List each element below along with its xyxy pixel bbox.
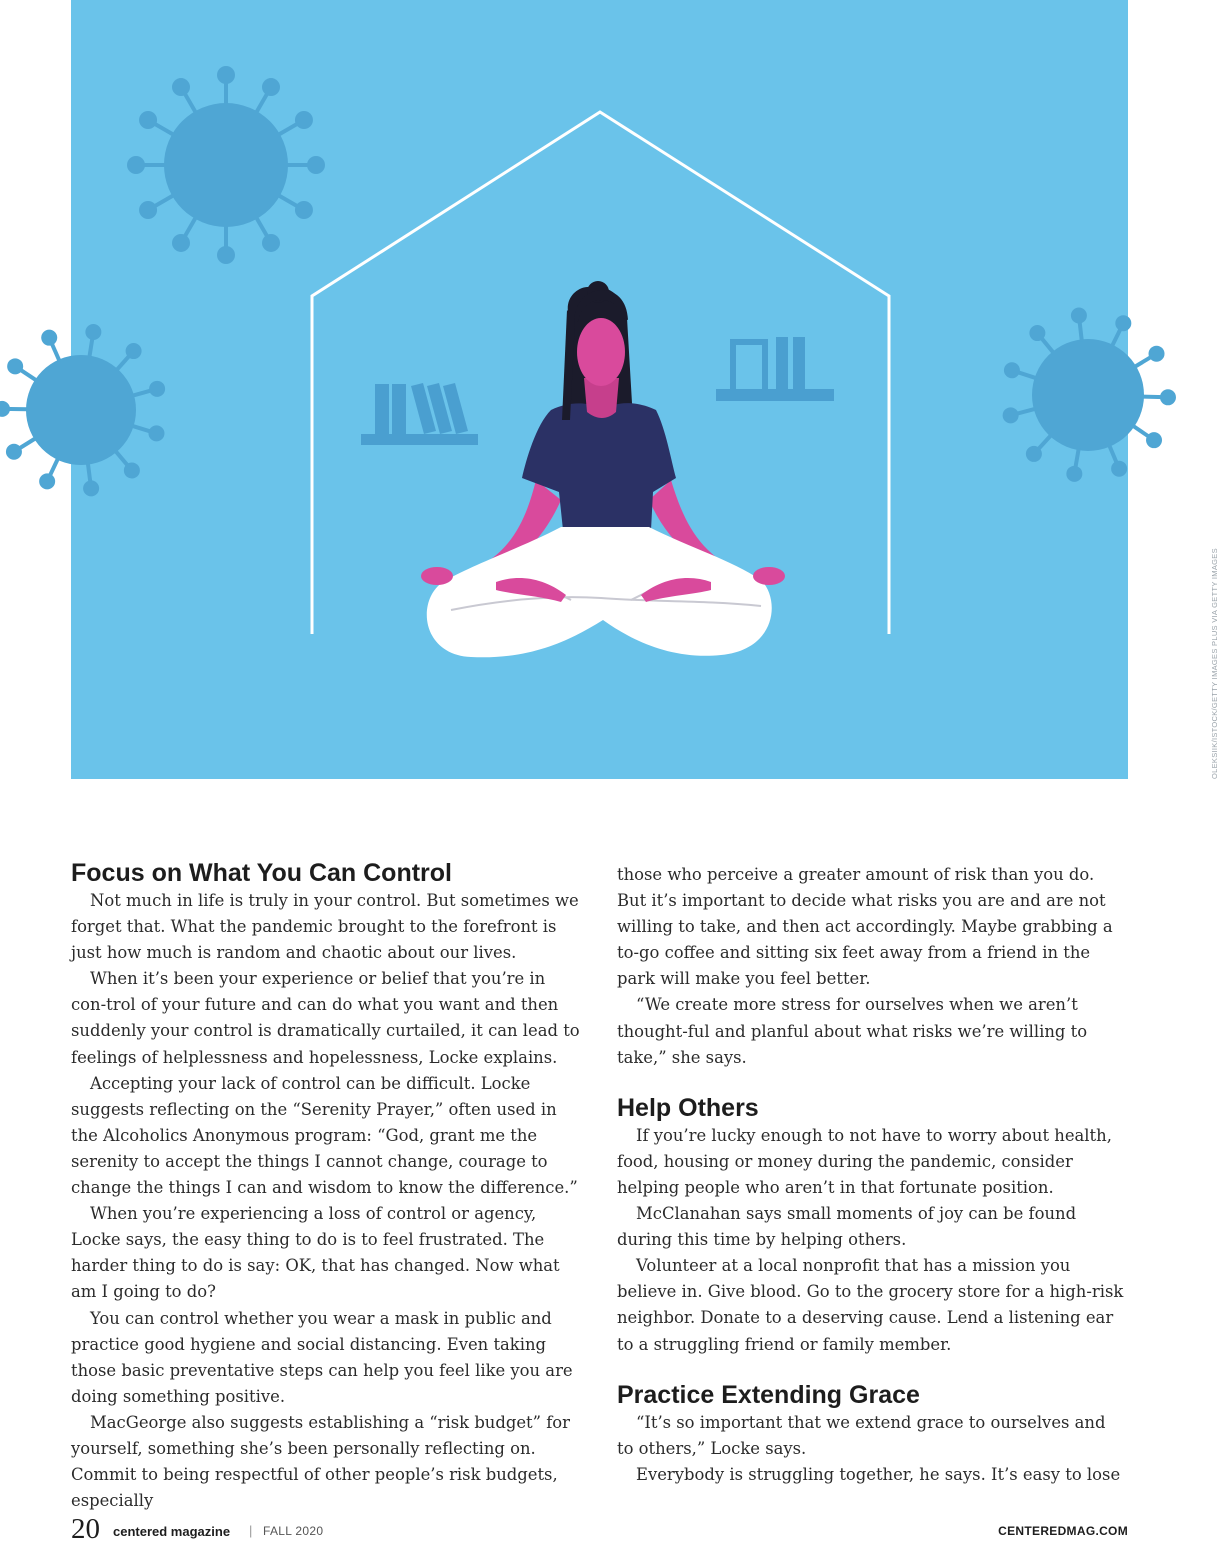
hero-illustration — [71, 0, 1219, 779]
photo-credit: OLEKSIIK/ISTOCK/GETTY IMAGES PLUS VIA GETTY IMAGES — [1210, 548, 1219, 779]
body-paragraph: MacGeorge also suggests establishing a “risk budget” for yourself, something she’s been personally reflecting on. Commit to being respectful of other people’s risk budgets, especially — [71, 1412, 570, 1511]
section-heading-extending-grace: Practice Extending Grace — [617, 1380, 920, 1409]
magazine-name: centered magazine — [113, 1524, 231, 1539]
page-footer — [71, 1512, 1128, 1546]
body-paragraph: You can control whether you wear a mask in public and practice good hygiene and social distancing. Even taking those basic preventative steps can help you feel like you are doing something positive. — [71, 1308, 573, 1406]
left-column — [71, 858, 581, 1514]
body-paragraph: When it’s been your experience or belief that you’re in con-trol of your future and can do what you want and then suddenly your control is dramatically curtailed, it can lead to feelings of helplessness and hopelessness, Locke explains. — [71, 969, 580, 1067]
right-column — [617, 862, 1127, 1488]
body-paragraph: Accepting your lack of control can be difficult. Locke suggests reflecting on the “Serenity Prayer,” often used in the Alcoholics Anonymous program: “God, grant me the serenity to accept the things I cannot change, courage to change the things I can and wisdom to know the difference.” — [71, 1073, 578, 1198]
body-paragraph: Everybody is struggling together, he says. It’s easy to lose — [636, 1464, 1121, 1484]
body-paragraph: When you’re experiencing a loss of control or agency, Locke says, the easy thing to do is to feel frustrated. The harder thing to do is say: OK, that has changed. Now what am I going to do? — [71, 1204, 560, 1302]
body-paragraph: “It’s so important that we extend grace to ourselves and to others,” Locke says. — [617, 1412, 1106, 1458]
body-paragraph: If you’re lucky enough to not have to worry about health, food, housing or money during the pandemic, consider helping people who aren’t in that fortunate position. — [617, 1125, 1112, 1197]
body-paragraph-continued: those who perceive a greater amount of risk than you do. But it’s important to decide what risks you are and are not willing to take, and then act accordingly. Maybe grabbing a to-go coffee and sitting six feet away from a friend in the park will make you feel better. — [617, 865, 1113, 989]
body-paragraph: Not much in life is truly in your control. But sometimes we forget that. What the pandemic brought to the forefront is just how much is random and chaotic about our lives. — [71, 891, 579, 963]
section-heading-help-others: Help Others — [617, 1093, 759, 1122]
body-paragraph: “We create more stress for ourselves when we aren’t thought-ful and planful about what risks we’re willing to take,” she says. — [617, 995, 1088, 1067]
page-number: 20 — [71, 1513, 100, 1545]
body-paragraph: Volunteer at a local nonprofit that has a mission you believe in. Give blood. Go to the grocery store for a high-risk neighbor. Donate to a deserving cause. Lend a listening ear to a struggling friend or family member. — [617, 1256, 1124, 1354]
body-paragraph: McClanahan says small moments of joy can be found during this time by helping others. — [617, 1204, 1077, 1250]
website-link[interactable]: CENTEREDMAG.COM — [998, 1524, 1128, 1538]
section-heading-focus: Focus on What You Can Control — [71, 859, 452, 887]
footer-separator: | — [249, 1523, 253, 1538]
issue-label: FALL 2020 — [263, 1524, 324, 1538]
